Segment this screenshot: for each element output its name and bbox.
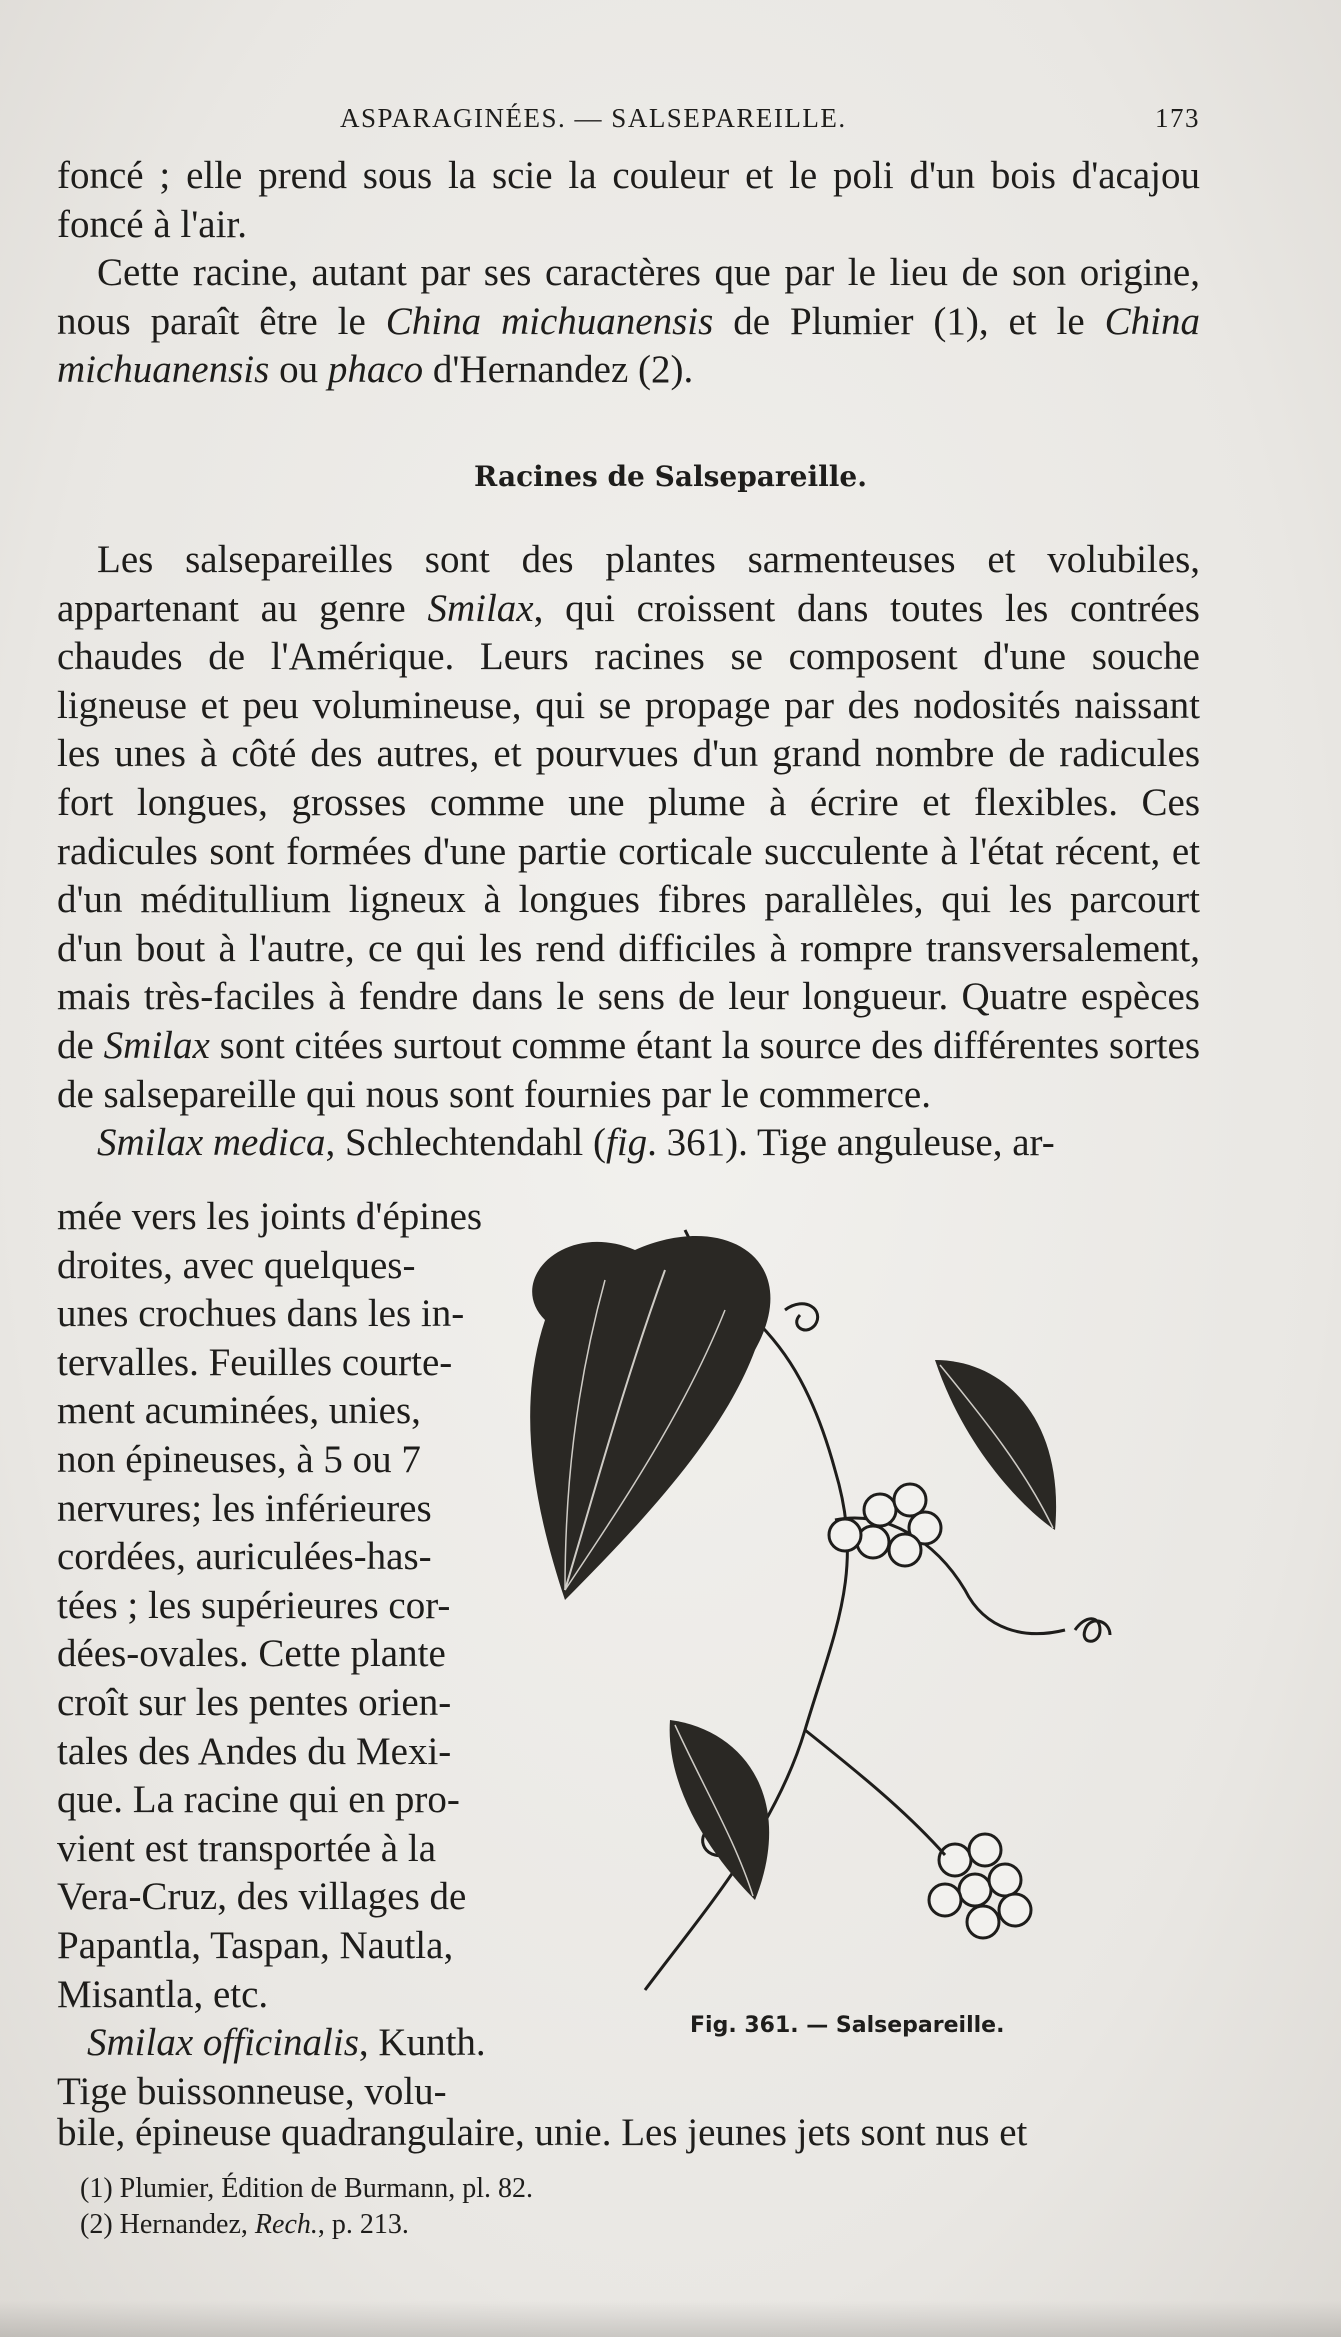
intro-paragraph-1: foncé ; elle prend sous la scie la couleur et le poli d'un bois d'acajou foncé à l'air. bbox=[57, 154, 1200, 246]
figure-caption: Fig. 361. — Salsepareille. bbox=[690, 2013, 1005, 2038]
tendril bbox=[1075, 1619, 1110, 1642]
main-text bbox=[57, 536, 1200, 1168]
narrow-line: unes crochues dans les in- bbox=[57, 1292, 465, 1336]
running-head-title: ASPARAGINÉES. — SALSEPAREILLE. bbox=[340, 103, 847, 133]
berry-cluster-lower bbox=[929, 1834, 1031, 1938]
footnote-1: (1) Plumier, Édition de Burmann, pl. 82. bbox=[80, 2173, 534, 2204]
main-paragraph-1: Les salsepareilles sont des plantes sarmenteuses et volubiles, appartenant au genre Smilax, qui croissent dans toutes les contrées chaudes de l'Amérique. Leurs racines se composent d'une souche ligneuse et peu volumineuse, qui se propage par des nodosités naissant les unes à côté des autres, et pourvues d'un grand nombre de radicules fort longues, grosses comme une plume à écrire et flexibles. Ces radicules sont formées d'une partie corticale succulente à l'état récent, et d'un méditullium ligneux à longues fibres parallèles, qui les parcourt d'un bout à l'autre, ce qui les rend difficiles à rompre transversalement, mais très-faciles à fendre dans le sens de leur longueur. Quatre espèces de Smilax sont citées surtout comme étant la source des différentes sortes de salsepareille qui nous sont fournies par le commerce. bbox=[57, 538, 1200, 1116]
footnote-2: (2) Hernandez, Rech., p. 213. bbox=[80, 2209, 409, 2240]
intro-text bbox=[57, 152, 1200, 395]
salsepareille-illustration bbox=[505, 1210, 1205, 2010]
officinalis-line-2: Tige buissonneuse, volu- bbox=[57, 2069, 447, 2113]
narrow-line: tervalles. Feuilles courte- bbox=[57, 1340, 453, 1384]
page-edge-shadow bbox=[0, 2300, 1341, 2337]
narrow-line: tales des Andes du Mexi- bbox=[57, 1729, 452, 1773]
narrow-line: cordées, auriculées-has- bbox=[57, 1535, 432, 1579]
narrow-line: dées-ovales. Cette plante bbox=[57, 1632, 446, 1676]
narrow-line: tées ; les supérieures cor- bbox=[57, 1583, 451, 1627]
leaf-lower bbox=[670, 1720, 769, 1900]
section-heading: Racines de Salsepareille. bbox=[474, 460, 867, 493]
tendril bbox=[785, 1304, 818, 1330]
narrow-line: Misantla, etc. bbox=[57, 1972, 269, 2016]
narrow-line: nervures; les inférieures bbox=[57, 1486, 432, 1530]
closing-line: bile, épineuse quadrangulaire, unie. Les jeunes jets sont nus et bbox=[57, 2111, 1028, 2154]
page-number: 173 bbox=[1155, 103, 1200, 133]
narrow-line: non épineuses, à 5 ou 7 bbox=[57, 1437, 421, 1481]
narrow-line: vient est transportée à la bbox=[57, 1826, 437, 1870]
leaf-upper-right bbox=[935, 1360, 1056, 1530]
narrow-column bbox=[57, 1193, 504, 2116]
narrow-line: Vera-Cruz, des villages de bbox=[57, 1875, 467, 1919]
officinalis-line: Smilax officinalis, Kunth. bbox=[87, 2021, 486, 2065]
main-paragraph-2: Smilax medica, Schlechtendahl (fig. 361). Tige anguleuse, ar- bbox=[97, 1121, 1055, 1165]
intro-paragraph-2: Cette racine, autant par ses caractères que par le lieu de son origine, nous paraît être le China michuanensis de Plumier (1), et le China michuanensis ou phaco d'Hernandez (2). bbox=[57, 251, 1200, 392]
narrow-line: droites, avec quelques- bbox=[57, 1243, 416, 1287]
leaf-large bbox=[530, 1236, 770, 1600]
berry-stalks bbox=[805, 1730, 945, 1855]
narrow-line: que. La racine qui en pro- bbox=[57, 1778, 460, 1822]
narrow-line: Papantla, Taspan, Nautla, bbox=[57, 1923, 454, 1967]
narrow-line: croît sur les pentes orien- bbox=[57, 1680, 452, 1724]
narrow-line: ment acuminées, unies, bbox=[57, 1389, 421, 1433]
narrow-line: mée vers les joints d'épines bbox=[57, 1195, 483, 1238]
footnotes bbox=[80, 2171, 780, 2243]
